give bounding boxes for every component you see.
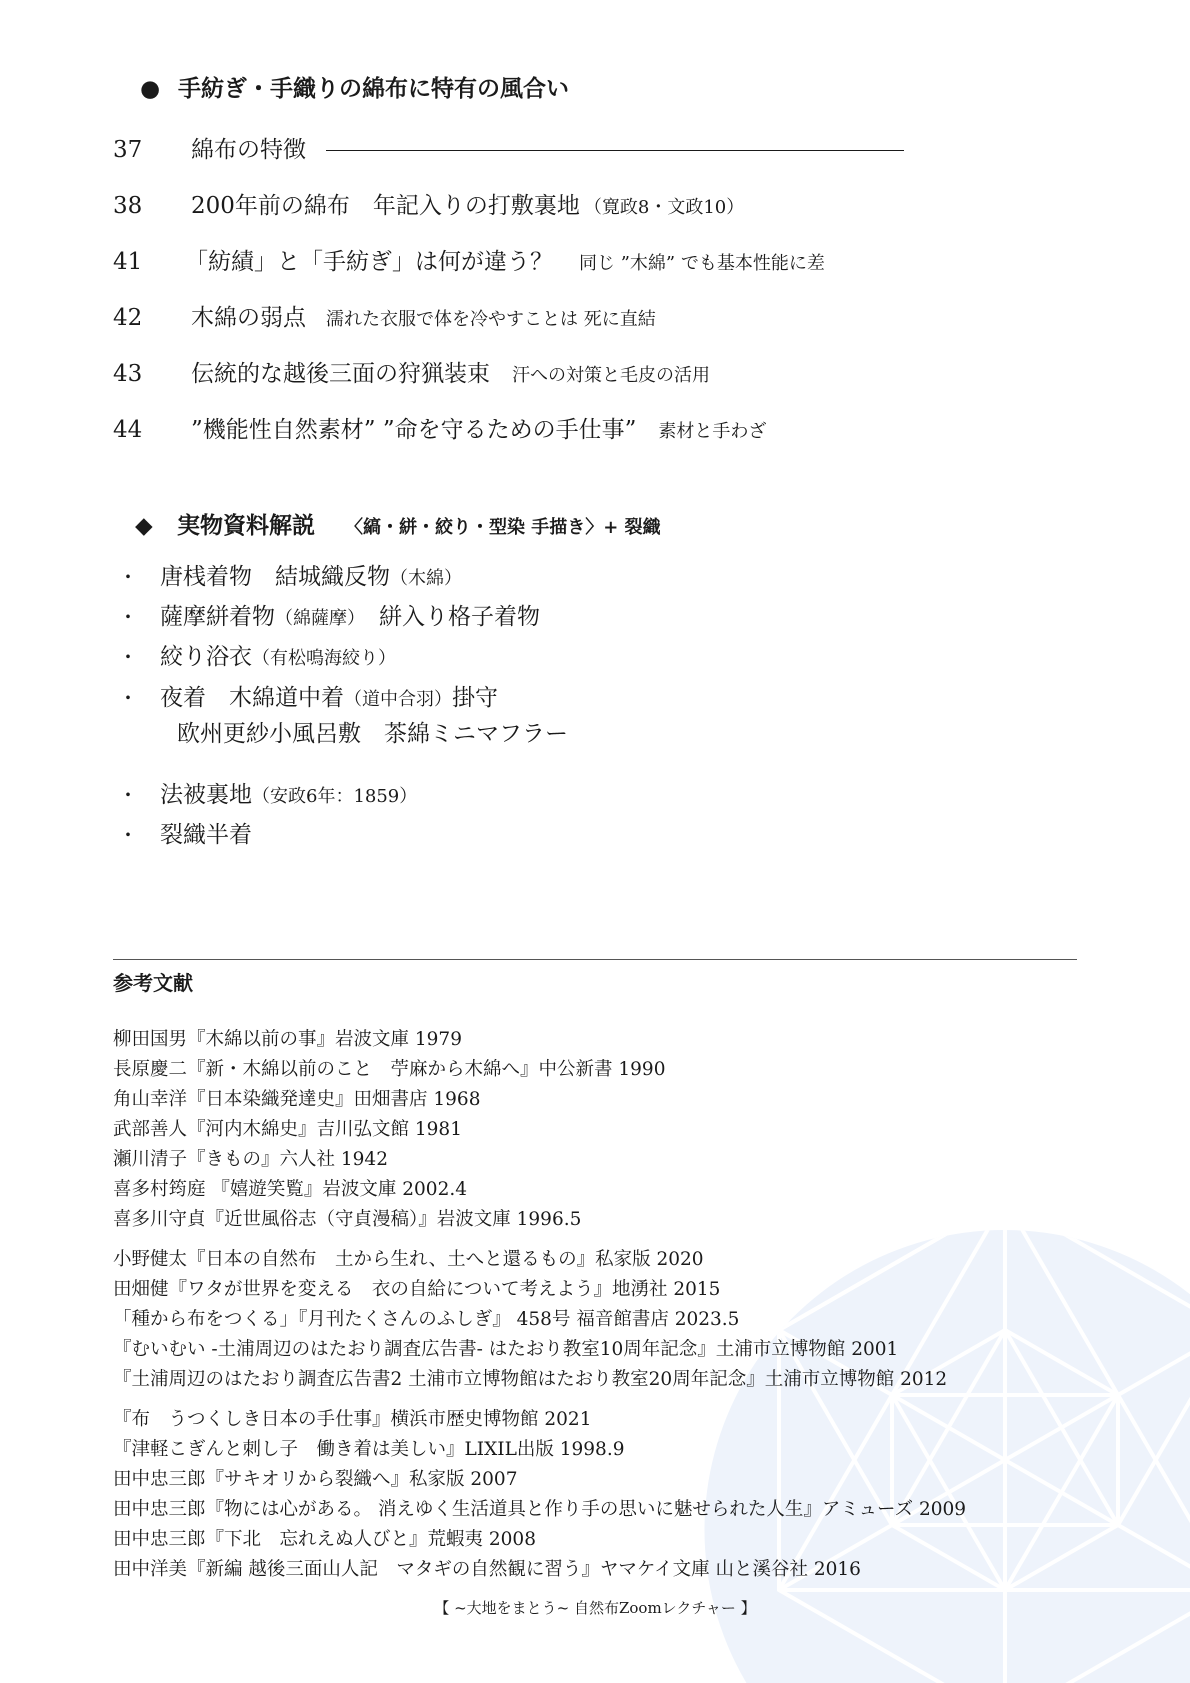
page-number: 41 — [113, 249, 143, 275]
item-text: 法被裏地 — [160, 782, 252, 808]
reference-entry: 『むいむい -土浦周辺のはたおり調査広告書- はたおり教室10周年記念』土浦市立博物館 2001 — [113, 1339, 899, 1360]
item-note: （道中合羽） — [344, 689, 452, 710]
reference-entry: 「種から布をつくる」『月刊たくさんのふしぎ』 458号 福音館書店 2023.5 — [113, 1309, 740, 1330]
footer-caption: 【 ~大地をまとう~ 自然布Zoomレクチャー 】 — [434, 1599, 756, 1617]
toc-entry-41 — [113, 243, 825, 276]
entry-note: （寛政8・文政10） — [583, 197, 745, 218]
entry-title: 「紡績」と「手紡ぎ」は何が違う？ — [185, 249, 553, 275]
entry-title: 綿布の特徴 — [191, 137, 306, 163]
section-title: 実物資料解説 — [177, 512, 315, 539]
entry-title: 伝統的な越後三面の狩猟装束 — [191, 361, 490, 387]
exhibit-item — [118, 679, 498, 712]
reference-entry: 喜多村筠庭 『嬉遊笑覧』岩波文庫 2002.4 — [113, 1179, 467, 1200]
section-heading-exhibits — [135, 507, 661, 540]
section-title: 手紡ぎ・手織りの綿布に特有の風合い — [178, 75, 569, 102]
dot-bullet-icon: ・ — [118, 783, 138, 807]
section-subtitle: 〈縞・絣・絞り・型染 手描き〉+ 裂織 — [345, 517, 661, 538]
entry-title: 木綿の弱点 — [191, 305, 306, 331]
item-text-continued: 絣入り格子着物 — [356, 604, 540, 630]
reference-entry: 長原慶二『新・木綿以前のこと 苧麻から木綿へ』中公新書 1990 — [113, 1059, 666, 1080]
exhibit-item — [118, 558, 462, 591]
entry-note: 濡れた衣服で体を冷やすことは 死に直結 — [326, 309, 656, 330]
reference-entry: 田中忠三郎『サキオリから裂織へ』私家版 2007 — [113, 1469, 518, 1490]
entry-note: 素材と手わざ — [658, 421, 767, 442]
page-number: 38 — [113, 193, 143, 219]
section-heading-texture — [140, 70, 569, 103]
item-text: 薩摩絣着物 — [160, 604, 275, 630]
reference-entry: 武部善人『河内木綿史』吉川弘文館 1981 — [113, 1119, 462, 1140]
underline-divider — [326, 150, 904, 151]
reference-entry: 柳田国男『木綿以前の事』岩波文庫 1979 — [113, 1029, 462, 1050]
toc-entry-42 — [113, 299, 656, 332]
exhibit-item — [118, 776, 417, 809]
reference-entry: 『土浦周辺のはたおり調査広告書2 土浦市立博物館はたおり教室20周年記念』土浦市立博物館 2012 — [113, 1369, 948, 1390]
toc-entry-38 — [113, 187, 744, 220]
exhibit-item-line2: 欧州更紗小風呂敷 茶綿ミニマフラー — [177, 721, 568, 747]
entry-title: ”機能性自然素材” ”命を守るための手仕事” — [191, 417, 637, 443]
dot-bullet-icon: ・ — [118, 686, 138, 710]
reference-entry: 『津軽こぎんと刺し子 働き着は美しい』LIXIL出版 1998.9 — [113, 1439, 625, 1460]
item-text: 絞り浴衣 — [160, 644, 252, 670]
item-text-continued: 掛守 — [452, 685, 498, 711]
entry-note: 汗への対策と毛皮の活用 — [512, 365, 710, 386]
entry-title: 200年前の綿布 年記入りの打敷裏地 — [191, 193, 580, 219]
item-text: 夜着 木綿道中着 — [160, 685, 344, 711]
toc-entry-43 — [113, 355, 710, 388]
item-note: （木綿） — [390, 568, 462, 589]
page-number: 44 — [113, 417, 143, 443]
toc-entry-44 — [113, 411, 766, 444]
dot-bullet-icon: ・ — [118, 605, 138, 629]
reference-entry: 田中忠三郎『物には心がある。 消えゆく生活道具と作り手の思いに魅せられた人生』アミューズ 2009 — [113, 1499, 967, 1520]
item-note: （有松鳴海絞り） — [252, 648, 396, 669]
reference-entry: 瀬川清子『きもの』六人社 1942 — [113, 1149, 388, 1170]
reference-entry: 角山幸洋『日本染織発達史』田畑書店 1968 — [113, 1089, 481, 1110]
toc-entry-37 — [113, 131, 904, 164]
page-number: 42 — [113, 305, 143, 331]
dot-bullet-icon: ・ — [118, 645, 138, 669]
reference-entry: 喜多川守貞『近世風俗志（守貞漫稿）』岩波文庫 1996.5 — [113, 1209, 582, 1230]
reference-entry: 田畑健『ワタが世界を変える 衣の自給について考えよう』地湧社 2015 — [113, 1279, 721, 1300]
diamond-bullet-icon: ◆ — [135, 512, 153, 539]
reference-entry: 小野健太『日本の自然布 土から生れ、土へと還るもの』私家版 2020 — [113, 1249, 704, 1270]
item-text: 裂織半着 — [160, 822, 252, 848]
dot-bullet-icon: ・ — [118, 565, 138, 589]
exhibit-item — [118, 598, 540, 631]
circle-bullet-icon: ● — [140, 75, 161, 102]
references-heading: 参考文献 — [113, 971, 193, 995]
item-text: 唐桟着物 結城織反物 — [160, 564, 390, 590]
item-note: （安政6年：1859） — [252, 786, 418, 807]
item-note: （綿薩摩） — [275, 608, 356, 629]
dot-bullet-icon: ・ — [118, 823, 138, 847]
exhibit-item — [118, 816, 252, 849]
reference-entry: 『布 うつくしき日本の手仕事』横浜市歴史博物館 2021 — [113, 1409, 592, 1430]
page-number: 37 — [113, 137, 143, 163]
exhibit-item — [118, 638, 396, 671]
reference-entry: 田中洋美『新編 越後三面山人記 マタギの自然観に習う』ヤマケイ文庫 山と溪谷社 2016 — [113, 1559, 861, 1580]
reference-entry: 田中忠三郎『下北 忘れえぬ人びと』荒蝦夷 2008 — [113, 1529, 536, 1550]
page-number: 43 — [113, 361, 143, 387]
entry-note: 同じ ”木綿” でも基本性能に差 — [579, 253, 825, 274]
references-divider — [113, 959, 1077, 960]
